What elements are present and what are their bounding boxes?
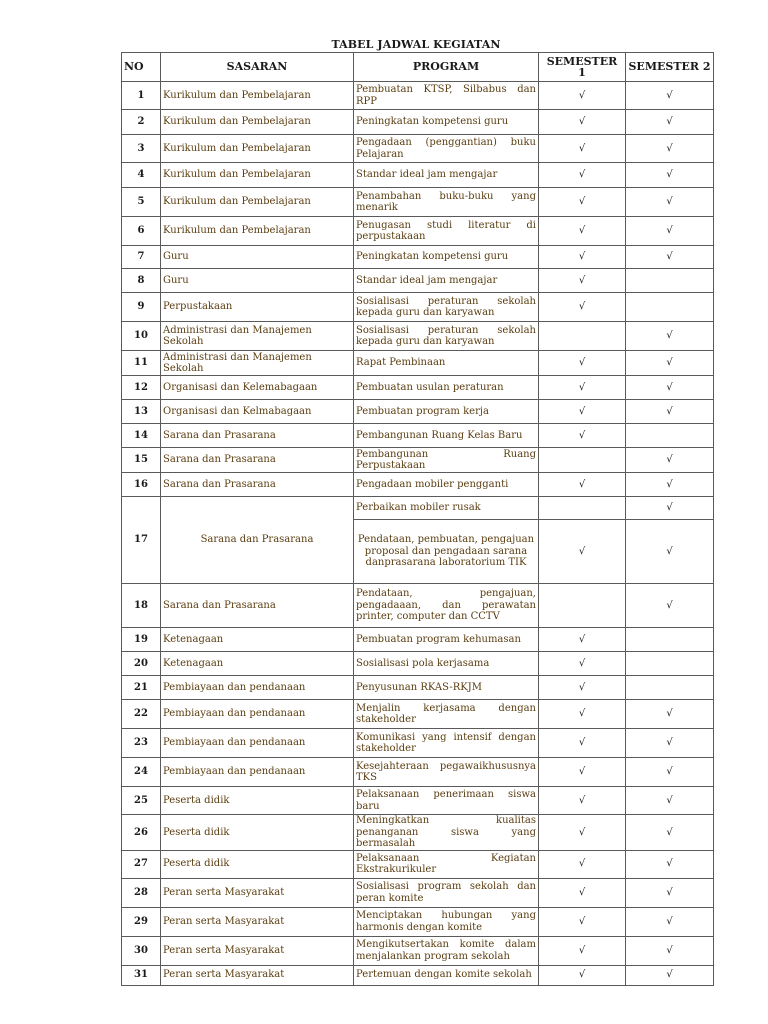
row-semester-2-check: √ xyxy=(626,787,714,815)
row-semester-2-check: √ xyxy=(626,520,714,584)
row-semester-1-check xyxy=(539,497,626,520)
table-row xyxy=(122,652,714,676)
row-program: Meningkatkan kualitas penanganan siswa yang bermasalah xyxy=(354,815,539,851)
row-semester-1-check: √ xyxy=(539,376,626,400)
row-program: Penambahan buku-buku yang menarik xyxy=(354,188,539,217)
row-semester-1-check: √ xyxy=(539,758,626,787)
row-program: Penyusunan RKAS-RKJM xyxy=(354,676,539,700)
table-row xyxy=(122,584,714,628)
row-semester-2-check xyxy=(626,269,714,293)
table-row xyxy=(122,473,714,497)
row-semester-2-check: √ xyxy=(626,850,714,878)
table-row xyxy=(122,400,714,424)
row-program: Pembangunan Ruang Kelas Baru xyxy=(354,424,539,448)
row-program: Rapat Pembinaan xyxy=(354,351,539,376)
row-number: 7 xyxy=(122,246,161,269)
row-sasaran: Kurikulum dan Pembelajaran xyxy=(161,188,354,217)
row-sasaran: Kurikulum dan Pembelajaran xyxy=(161,217,354,246)
row-semester-2-check: √ xyxy=(626,815,714,851)
row-number: 10 xyxy=(122,322,161,351)
row-number: 24 xyxy=(122,758,161,787)
row-program: Penugasan studi literatur di perpustakaan xyxy=(354,217,539,246)
header-semester-1: SEMESTER 1 xyxy=(539,53,626,82)
row-semester-2-check: √ xyxy=(626,322,714,351)
row-sasaran: Kurikulum dan Pembelajaran xyxy=(161,163,354,188)
row-semester-2-check: √ xyxy=(626,584,714,628)
table-row xyxy=(122,787,714,815)
schedule-table xyxy=(121,52,714,986)
row-sasaran: Sarana dan Prasarana xyxy=(161,497,354,584)
row-program: Pembuatan program kehumasan xyxy=(354,628,539,652)
row-semester-2-check: √ xyxy=(626,376,714,400)
row-number: 9 xyxy=(122,293,161,322)
row-sasaran: Peserta didik xyxy=(161,815,354,851)
row-semester-1-check: √ xyxy=(539,424,626,448)
row-semester-2-check: √ xyxy=(626,936,714,965)
table-row xyxy=(122,376,714,400)
table-row xyxy=(122,82,714,110)
row-semester-1-check: √ xyxy=(539,907,626,936)
row-semester-2-check xyxy=(626,628,714,652)
row-sasaran: Kurikulum dan Pembelajaran xyxy=(161,135,354,163)
row-semester-2-check: √ xyxy=(626,246,714,269)
row-semester-2-check: √ xyxy=(626,110,714,135)
row-program: Sosialisasi peraturan sekolah kepada guru dan karyawan xyxy=(354,293,539,322)
row-semester-2-check: √ xyxy=(626,163,714,188)
row-semester-1-check: √ xyxy=(539,293,626,322)
table-row xyxy=(122,700,714,729)
header-program: PROGRAM xyxy=(354,53,539,82)
row-program: Perbaikan mobiler rusak xyxy=(354,497,539,520)
table-row xyxy=(122,815,714,851)
row-number: 2 xyxy=(122,110,161,135)
table-row xyxy=(122,936,714,965)
row-program: Menjalin kerjasama dengan stakeholder xyxy=(354,700,539,729)
row-semester-1-check: √ xyxy=(539,815,626,851)
row-number: 30 xyxy=(122,936,161,965)
row-program: Standar ideal jam mengajar xyxy=(354,269,539,293)
row-semester-2-check: √ xyxy=(626,878,714,907)
row-program: Pelaksanaan penerimaan siswa baru xyxy=(354,787,539,815)
row-sasaran: Peran serta Masyarakat xyxy=(161,907,354,936)
row-semester-2-check: √ xyxy=(626,351,714,376)
header-sasaran: SASARAN xyxy=(161,53,354,82)
row-semester-1-check xyxy=(539,448,626,473)
row-semester-1-check: √ xyxy=(539,729,626,758)
row-sasaran: Peserta didik xyxy=(161,850,354,878)
row-program: Kesejahteraan pegawaikhususnya TKS xyxy=(354,758,539,787)
row-sasaran: Organisasi dan Kelmabagaan xyxy=(161,400,354,424)
row-semester-2-check: √ xyxy=(626,400,714,424)
table-row xyxy=(122,110,714,135)
table-row xyxy=(122,351,714,376)
row-sasaran: Sarana dan Prasarana xyxy=(161,424,354,448)
table-row xyxy=(122,135,714,163)
page-title: TABEL JADWAL KEGIATAN xyxy=(331,38,501,51)
row-program: Pengadaan (penggantian) buku Pelajaran xyxy=(354,135,539,163)
row-program: Komunikasi yang intensif dengan stakeholder xyxy=(354,729,539,758)
row-semester-2-check xyxy=(626,424,714,448)
header-row xyxy=(122,53,714,82)
row-sasaran: Sarana dan Prasarana xyxy=(161,473,354,497)
row-program: Pembuatan program kerja xyxy=(354,400,539,424)
row-sasaran: Peran serta Masyarakat xyxy=(161,936,354,965)
row-sasaran: Peserta didik xyxy=(161,787,354,815)
row-number: 13 xyxy=(122,400,161,424)
table-row xyxy=(122,293,714,322)
table-row xyxy=(122,424,714,448)
row-semester-2-check: √ xyxy=(626,729,714,758)
row-semester-1-check: √ xyxy=(539,269,626,293)
row-program: Pertemuan dengan komite sekolah xyxy=(354,965,539,985)
row-number: 23 xyxy=(122,729,161,758)
row-semester-1-check xyxy=(539,584,626,628)
row-sasaran: Pembiayaan dan pendanaan xyxy=(161,729,354,758)
row-program: Pendataan, pembuatan, pengajuan proposal dan pengadaan sarana danprasarana laboratorium TIK xyxy=(354,520,539,584)
row-program: Pembangunan Ruang Perpustakaan xyxy=(354,448,539,473)
row-semester-2-check: √ xyxy=(626,497,714,520)
row-semester-1-check: √ xyxy=(539,676,626,700)
row-number: 25 xyxy=(122,787,161,815)
row-program: Sosialisasi program sekolah dan peran komite xyxy=(354,878,539,907)
table-row xyxy=(122,850,714,878)
row-sasaran: Administrasi dan Manajemen Sekolah xyxy=(161,351,354,376)
row-sasaran: Pembiayaan dan pendanaan xyxy=(161,700,354,729)
row-program: Sosialisasi peraturan sekolah kepada guru dan karyawan xyxy=(354,322,539,351)
row-semester-2-check xyxy=(626,293,714,322)
row-semester-1-check: √ xyxy=(539,965,626,985)
row-semester-2-check: √ xyxy=(626,82,714,110)
row-number: 6 xyxy=(122,217,161,246)
row-sasaran: Peran serta Masyarakat xyxy=(161,965,354,985)
row-semester-1-check: √ xyxy=(539,700,626,729)
row-program: Sosialisasi pola kerjasama xyxy=(354,652,539,676)
row-semester-1-check: √ xyxy=(539,652,626,676)
row-semester-1-check: √ xyxy=(539,787,626,815)
row-number: 22 xyxy=(122,700,161,729)
row-program: Pengadaan mobiler pengganti xyxy=(354,473,539,497)
table-row xyxy=(122,676,714,700)
row-number: 19 xyxy=(122,628,161,652)
row-number: 21 xyxy=(122,676,161,700)
row-semester-1-check: √ xyxy=(539,135,626,163)
row-number: 17 xyxy=(122,497,161,584)
header-no: NO xyxy=(122,53,161,82)
row-program: Pendataan, pengajuan, pengadaaan, dan perawatan printer, computer dan CCTV xyxy=(354,584,539,628)
row-sasaran: Sarana dan Prasarana xyxy=(161,448,354,473)
row-semester-1-check: √ xyxy=(539,163,626,188)
row-semester-1-check xyxy=(539,322,626,351)
row-sasaran: Kurikulum dan Pembelajaran xyxy=(161,82,354,110)
table-row xyxy=(122,163,714,188)
row-sasaran: Pembiayaan dan pendanaan xyxy=(161,676,354,700)
row-semester-1-check: √ xyxy=(539,351,626,376)
table-row xyxy=(122,878,714,907)
row-sasaran: Guru xyxy=(161,246,354,269)
row-semester-2-check: √ xyxy=(626,448,714,473)
row-semester-1-check: √ xyxy=(539,878,626,907)
table-row xyxy=(122,246,714,269)
row-semester-1-check: √ xyxy=(539,473,626,497)
row-sasaran: Peran serta Masyarakat xyxy=(161,878,354,907)
row-program: Pembuatan usulan peraturan xyxy=(354,376,539,400)
row-program: Pelaksanaan Kegiatan Ekstrakurikuler xyxy=(354,850,539,878)
row-number: 1 xyxy=(122,82,161,110)
row-program: Mengikutsertakan komite dalam menjalankan program sekolah xyxy=(354,936,539,965)
row-semester-2-check: √ xyxy=(626,700,714,729)
table-row xyxy=(122,965,714,985)
header-semester-2: SEMESTER 2 xyxy=(626,53,714,82)
row-semester-1-check: √ xyxy=(539,936,626,965)
row-semester-2-check: √ xyxy=(626,907,714,936)
row-program: Pembuatan KTSP, Silbabus dan RPP xyxy=(354,82,539,110)
row-semester-1-check: √ xyxy=(539,400,626,424)
row-semester-1-check: √ xyxy=(539,520,626,584)
row-semester-1-check: √ xyxy=(539,850,626,878)
table-row xyxy=(122,628,714,652)
row-semester-1-check: √ xyxy=(539,110,626,135)
row-semester-2-check: √ xyxy=(626,135,714,163)
row-sasaran: Guru xyxy=(161,269,354,293)
row-program: Peningkatan kompetensi guru xyxy=(354,110,539,135)
table-row xyxy=(122,758,714,787)
table-row xyxy=(122,269,714,293)
row-program: Peningkatan kompetensi guru xyxy=(354,246,539,269)
row-number: 8 xyxy=(122,269,161,293)
row-number: 15 xyxy=(122,448,161,473)
table-row xyxy=(122,322,714,351)
row-number: 31 xyxy=(122,965,161,985)
row-number: 12 xyxy=(122,376,161,400)
row-sasaran: Pembiayaan dan pendanaan xyxy=(161,758,354,787)
row-number: 14 xyxy=(122,424,161,448)
row-sasaran: Organisasi dan Kelemabagaan xyxy=(161,376,354,400)
row-semester-1-check: √ xyxy=(539,82,626,110)
row-sasaran: Sarana dan Prasarana xyxy=(161,584,354,628)
row-number: 5 xyxy=(122,188,161,217)
row-number: 4 xyxy=(122,163,161,188)
row-semester-2-check: √ xyxy=(626,473,714,497)
row-number: 18 xyxy=(122,584,161,628)
row-number: 26 xyxy=(122,815,161,851)
row-sasaran: Ketenagaan xyxy=(161,652,354,676)
row-semester-2-check: √ xyxy=(626,758,714,787)
table-row xyxy=(122,217,714,246)
row-semester-1-check: √ xyxy=(539,628,626,652)
row-sasaran: Perpustakaan xyxy=(161,293,354,322)
row-number: 16 xyxy=(122,473,161,497)
row-sasaran: Ketenagaan xyxy=(161,628,354,652)
row-semester-1-check: √ xyxy=(539,217,626,246)
row-semester-2-check: √ xyxy=(626,188,714,217)
row-number: 27 xyxy=(122,850,161,878)
row-semester-1-check: √ xyxy=(539,246,626,269)
row-program: Standar ideal jam mengajar xyxy=(354,163,539,188)
row-semester-2-check xyxy=(626,652,714,676)
table-row xyxy=(122,497,714,520)
row-number: 28 xyxy=(122,878,161,907)
row-number: 3 xyxy=(122,135,161,163)
row-program: Menciptakan hubungan yang harmonis dengan komite xyxy=(354,907,539,936)
row-number: 11 xyxy=(122,351,161,376)
row-number: 20 xyxy=(122,652,161,676)
row-semester-2-check xyxy=(626,676,714,700)
row-number: 29 xyxy=(122,907,161,936)
row-sasaran: Administrasi dan Manajemen Sekolah xyxy=(161,322,354,351)
table-row xyxy=(122,907,714,936)
row-semester-2-check: √ xyxy=(626,965,714,985)
row-sasaran: Kurikulum dan Pembelajaran xyxy=(161,110,354,135)
row-semester-2-check: √ xyxy=(626,217,714,246)
table-row xyxy=(122,448,714,473)
table-row xyxy=(122,729,714,758)
table-row xyxy=(122,188,714,217)
row-semester-1-check: √ xyxy=(539,188,626,217)
